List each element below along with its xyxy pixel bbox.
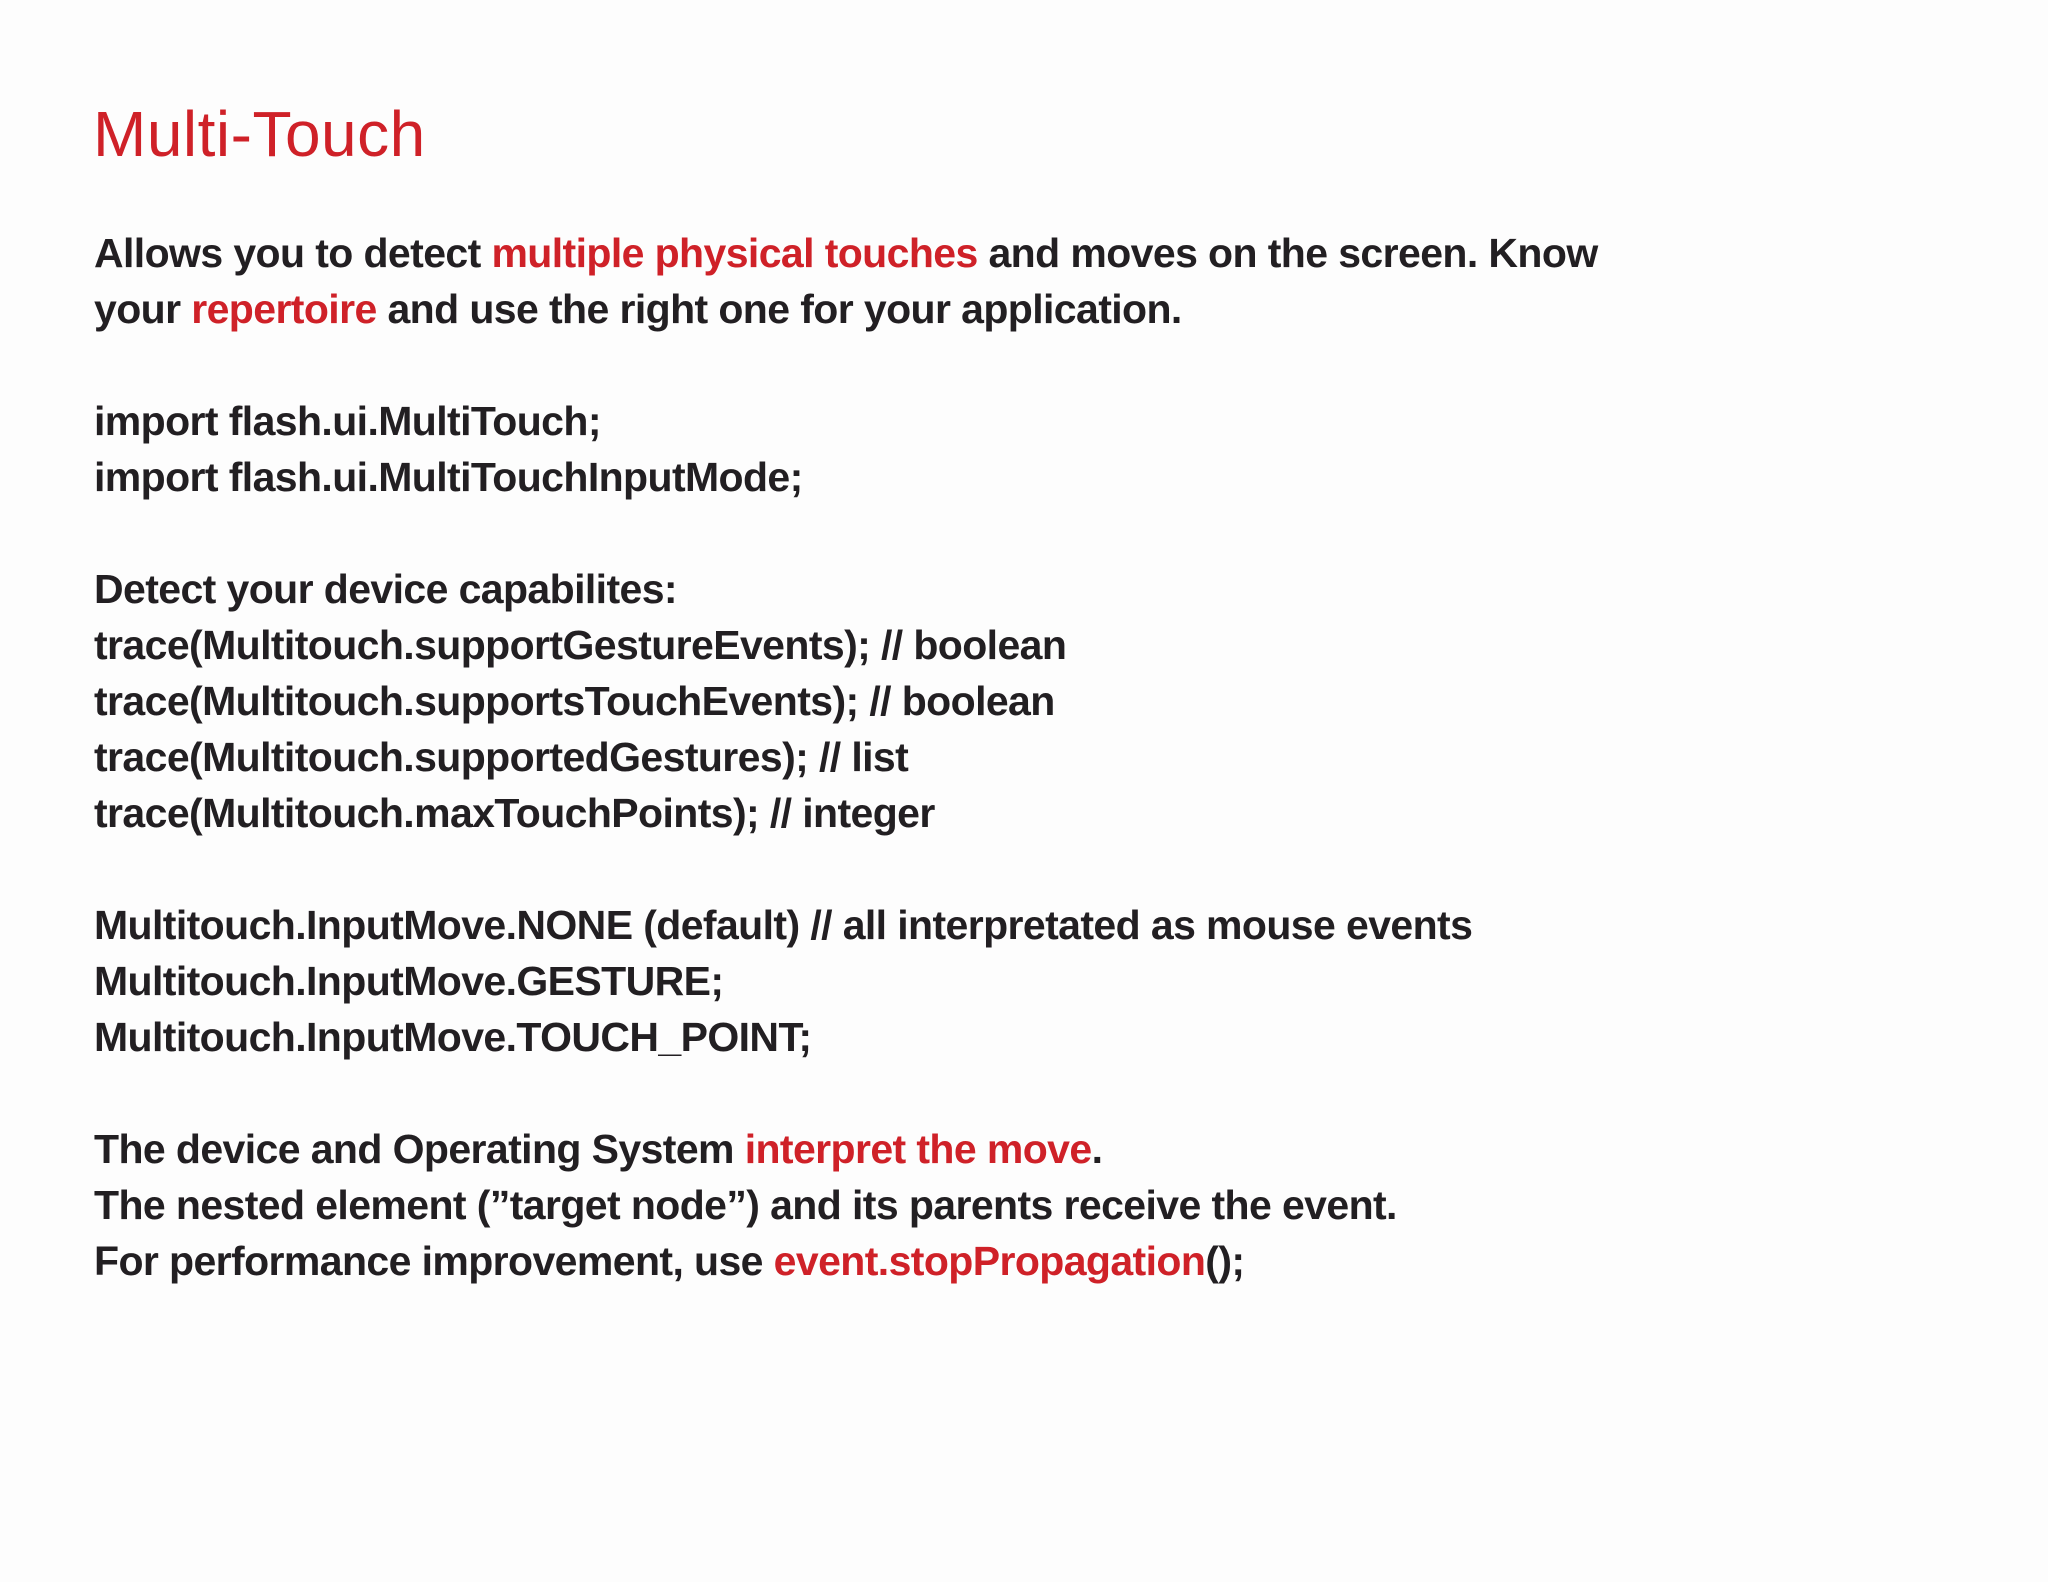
intro-line-1 <box>94 225 1994 281</box>
input-mode-line: Multitouch.InputMove.TOUCH_POINT; <box>94 1014 812 1060</box>
capabilities-heading: Detect your device capabilites: <box>94 566 677 612</box>
capability-line: trace(Multitouch.maxTouchPoints); // integer <box>94 790 935 836</box>
intro-line-2-pre: your <box>94 286 192 332</box>
intro-line-1-pre: Allows you to detect <box>94 230 492 276</box>
note-line-3-post: (); <box>1205 1238 1245 1284</box>
spacer <box>94 841 1994 897</box>
input-mode-line: Multitouch.InputMove.GESTURE; <box>94 958 724 1004</box>
intro-line-2-post: and use the right one for your application. <box>376 286 1182 332</box>
note-line-1-pre: The device and Operating System <box>94 1126 745 1172</box>
input-mode-line: Multitouch.InputMove.NONE (default) // all interpretated as mouse events <box>94 902 1473 948</box>
note-line-1 <box>94 1121 1994 1177</box>
intro-line-1-post: and moves on the screen. Know <box>977 230 1598 276</box>
spacer <box>94 337 1994 393</box>
capability-line: trace(Multitouch.supportGestureEvents); // boolean <box>94 622 1067 668</box>
note-line-3 <box>94 1233 1994 1289</box>
intro-highlight-multiple-touches: multiple physical touches <box>491 230 978 276</box>
spacer <box>94 505 1994 561</box>
note-line-1-post: . <box>1091 1126 1103 1172</box>
note-highlight-stop-propagation: event.stopPropagation <box>773 1238 1206 1284</box>
spacer <box>94 1065 1994 1121</box>
capability-line: trace(Multitouch.supportedGestures); // list <box>94 734 909 780</box>
note-line-3-pre: For performance improvement, use <box>94 1238 774 1284</box>
slide-title: Multi-Touch <box>93 98 426 170</box>
note-highlight-interpret-move: interpret the move <box>744 1126 1092 1172</box>
slide-body <box>94 225 1994 1289</box>
import-line: import flash.ui.MultiTouch; <box>94 398 601 444</box>
note-line-2: The nested element (”target node”) and its parents receive the event. <box>94 1182 1397 1228</box>
capability-line: trace(Multitouch.supportsTouchEvents); // boolean <box>94 678 1055 724</box>
intro-highlight-repertoire: repertoire <box>191 286 377 332</box>
import-line: import flash.ui.MultiTouchInputMode; <box>94 454 803 500</box>
intro-line-2 <box>94 281 1994 337</box>
